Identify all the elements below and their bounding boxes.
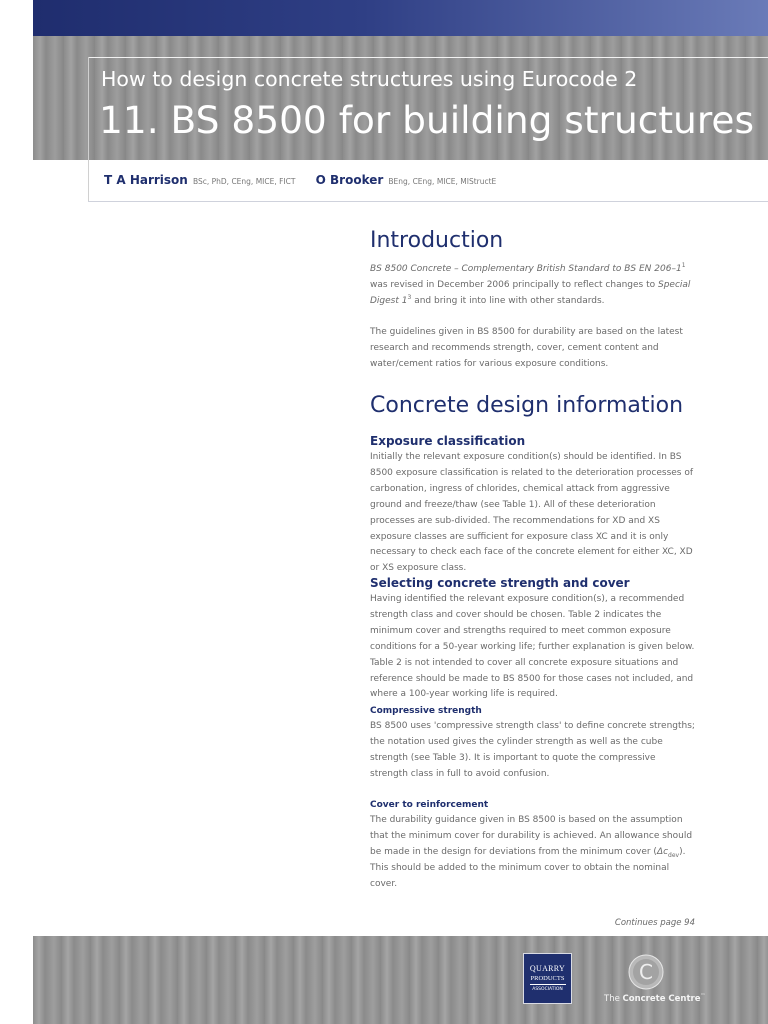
body-paragraph: Initially the relevant exposure condition(s) should be identified. In BS 8500 exposure classification is related to the deterioration processes of carbonation, ingress of chlorides, chemical attack from aggressive ground and freeze/thaw (see Table 1). All of these deterioration processes are sub-divided. The recommendations for XD and XS exposure classes are sufficient for exposure class XC and it is only necessary to check each face of the concrete element for either XC, XD or XS exposure class.: [370, 452, 694, 574]
header-frame-line: [88, 201, 768, 202]
section-heading-introduction: Introduction: [370, 228, 504, 253]
minor-heading-cover-reinforcement: Cover to reinforcement: [370, 800, 489, 810]
subheading-selecting-strength-cover: Selecting concrete strength and cover: [370, 576, 630, 590]
top-color-band: [33, 0, 768, 36]
reference-number: 3: [407, 293, 412, 301]
body-paragraph: BS 8500 uses 'compressive strength class' to define concrete strengths; the notation used gives the cylinder strength as well as the cube strength (see Table 3). It is important to quote the compressive strength class in full to avoid confusion.: [370, 721, 695, 779]
reference-number: 1: [681, 262, 686, 269]
deviation-symbol: Δc: [656, 846, 669, 857]
author-qualifications: BSc, PhD, CEng, MICE, FICT: [192, 177, 296, 186]
citation-title: BS 8500 Concrete – Complementary British Standard to BS EN 206–1: [370, 264, 682, 274]
intro-paragraph: BS 8500 Concrete – Complementary British Standard to BS EN $206-1^1$ was revised in December 2006 principally to reflect changes to Special Digest $1^3$ and bring it into line with other standards.: [370, 262, 691, 306]
logo-text: ASSOCIATION: [532, 987, 563, 992]
header-frame-line: [88, 57, 89, 202]
page-title: 11. BS 8500 for building structures: [99, 98, 755, 142]
citation-digest: Special Digest 1: [370, 279, 691, 306]
subheading-exposure-classification: Exposure classification: [370, 434, 526, 448]
concrete-centre-logo-icon: [628, 954, 664, 990]
author-name: T A Harrison: [104, 173, 188, 187]
intro-paragraph: The guidelines given in BS 8500 for durability are based on the latest research and recommends strength, cover, cement content and water/cement ratios for various exposure conditions.: [370, 327, 683, 369]
continues-page-link[interactable]: Continues page 94: [614, 918, 695, 928]
body-paragraph: The durability guidance given in BS 8500 is based on the assumption that the minimum cover for durability is achieved. An allowance should be made in the design for deviations from the minimum cover $(\Delta c_{dev})$. This should be added to the minimum cover to obtain the nominal cover.: [370, 815, 693, 889]
logo-text: PRODUCTS: [530, 975, 565, 982]
author-line: [104, 170, 496, 191]
header-frame-line: [88, 57, 768, 58]
deviation-subscript: dev: [668, 851, 680, 859]
series-title: How to design concrete structures using Eurocode 2: [101, 67, 638, 91]
concrete-centre-logo-text: The Concrete Centre™: [604, 993, 706, 1004]
logo-mark-letter: C: [639, 960, 653, 984]
logo-text: QUARRY: [529, 964, 566, 973]
minor-heading-compressive-strength: Compressive strength: [370, 706, 482, 716]
author-name: O Brooker: [315, 173, 384, 187]
author-qualifications: BEng, CEng, MICE, MIStructE: [388, 177, 497, 186]
body-paragraph: Having identified the relevant exposure condition(s), a recommended strength class and cover should be chosen. Table 2 indicates the minimum cover and strengths required to meet common exposure conditions for a 50-year working life; further explanation is given below. Table 2 is not intended to cover all concrete exposure situations and reference should be made to BS 8500 for those cases not included, and where a 100-year working life is required.: [370, 594, 695, 700]
quarry-products-association-logo: [523, 953, 572, 1004]
section-heading-design-information: Concrete design information: [370, 393, 684, 418]
